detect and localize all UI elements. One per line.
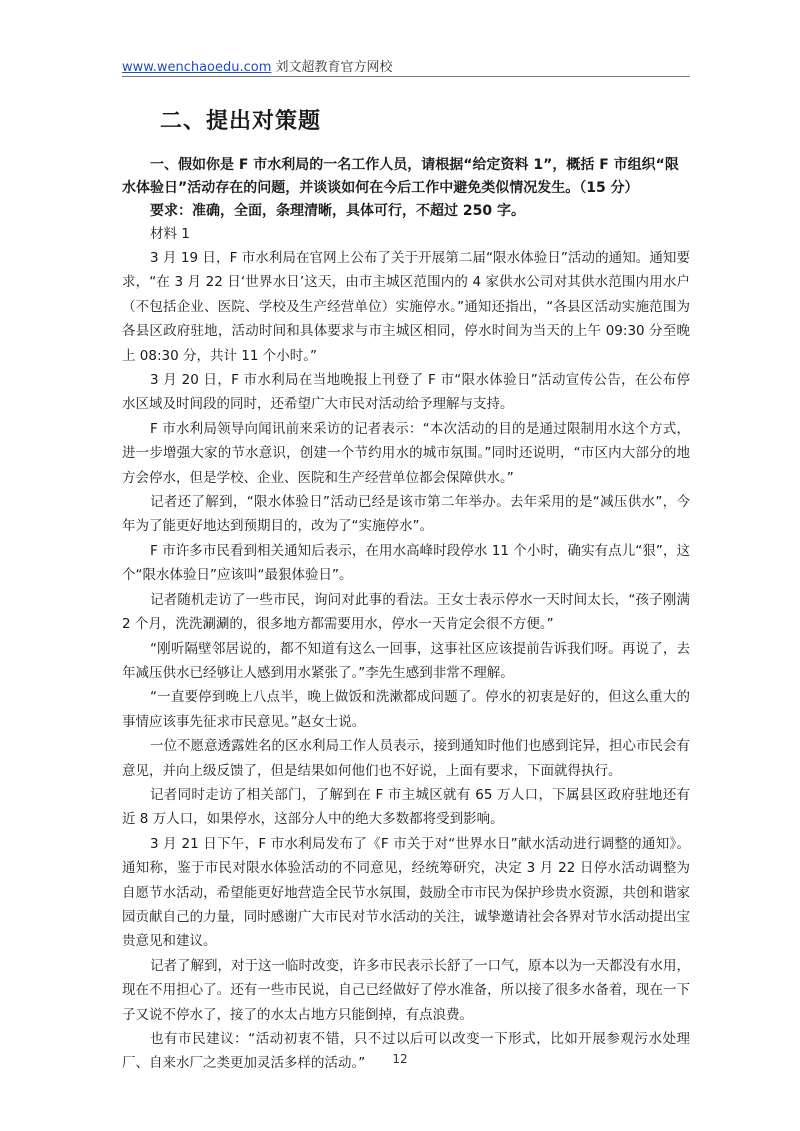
paragraph: “刚听隔壁邻居说的，都不知道有这么一回事，这事社区应该提前告诉我们呀。再说了，去年减压供水已经够让人感到用水紧张了。”李先生感到非常不理解。 — [122, 640, 690, 681]
website-link[interactable]: www.wenchaoedu.com — [122, 60, 272, 75]
school-name: 刘文超教育官方网校 — [275, 60, 393, 75]
material-label: 材料 1 — [150, 226, 190, 242]
paragraph: 也有市民建议：“活动初衷不错，只不过以后可以改变一下形式，比如开展参观污水处理厂、自来水厂之类更加灵活多样的活动。” — [122, 1031, 690, 1072]
paragraph: 记者还了解到，“限水体验日”活动已经是该市第二年举办。去年采用的是“减压供水”，今年为了能更好地达到预期目的，改为了“实施停水”。 — [122, 494, 690, 535]
paragraph: 记者同时走访了相关部门，了解到在 F 市主城区就有 65 万人口，下属县区政府驻地还有近 8 万人口，如果停水，这部分人中的绝大多数都将受到影响。 — [122, 786, 690, 828]
paragraph: 记者了解到，对于这一临时改变，许多市民表示长舒了一口气，原本以为一天都没有水用，现在不用担心了。还有一些市民说，自己已经做好了停水准备，所以接了很多水备着，现在一下子又说不停水了，接了的水太占地方只能倒掉，有点浪费。 — [122, 957, 690, 1023]
paragraph: “一直要停到晚上八点半，晚上做饭和洗漱都成问题了。停水的初衷是好的，但这么重大的事情应该事先征求市民意见。”赵女士说。 — [122, 689, 690, 730]
question-requirement: 要求：准确，全面，条理清晰，具体可行，不超过 250 字。 — [150, 203, 525, 219]
paragraph: 3 月 20 日，F 市水利局在当地晚报上刊登了 F 市“限水体验日”活动宣传公告，在公布停水区域及时间段的同时，还希望广大市民对活动给予理解与支持。 — [122, 372, 690, 413]
section-title: 二、提出对策题 — [160, 109, 322, 134]
paragraph: F 市许多市民看到相关通知后表示，在用水高峰时段停水 11 个小时，确实有点儿“狠”，这个“限水体验日”应该叫“最狠体验日”。 — [122, 542, 690, 584]
paragraph: 一位不愿意透露姓名的区水利局工作人员表示，接到通知时他们也感到诧异，担心市民会有意见，并向上级反馈了，但是结果如何他们也不好说，上面有要求，下面就得执行。 — [122, 738, 690, 779]
document-body — [122, 154, 690, 1076]
header-divider — [122, 76, 690, 77]
paragraph: F 市水利局领导向闻讯前来采访的记者表示：“本次活动的目的是通过限制用水这个方式，进一步增强大家的节水意识，创建一个节约用水的城市氛围。”同时还说明，“市区内大部分的地方会停水，但是学校、企业、医院和生产经营单位都会保障供水。” — [122, 420, 690, 486]
paragraph: 3 月 19 日，F 市水利局在官网上公布了关于开展第二届“限水体验日”活动的通知。通知要求，“在 3 月 22 日‘世界水日’这天，由市主城区范围内的 4 家供水公司对其供水范围内用水户（不包括企业、医院、学校及生产经营单位）实施停水。”通知还指出，“各县区活动实施范围为各县区政府驻地，活动时间和具体要求与市主城区相同，停水时间为当天的上午 09:30 分至晚上 08:30 分，共计 11 个小时。” — [122, 250, 690, 364]
paragraph: 3 月 21 日下午，F 市水利局发布了《F 市关于对“世界水日”献水活动进行调整的通知》。通知称，鉴于市民对限水体验活动的不同意见，经统筹研究，决定 3 月 22 日停水活动调整为自愿节水活动，希望能更好地营造全民节水氛围，鼓励全市市民为保护珍贵水资源，共创和谐家园贡献自己的力量，同时感谢广大市民对节水活动的关注，诚挚邀请社会各界对节水活动提出宝贵意见和建议。 — [122, 835, 690, 950]
paragraph: 记者随机走访了一些市民，询问对此事的看法。王女士表示停水一天时间太长，“孩子刚满 2 个月，洗洗涮涮的，很多地方都需要用水，停水一天肯定会很不方便。” — [122, 591, 690, 633]
question-title: 一、假如你是 F 市水利局的一名工作人员，请根据“给定资料 1”，概括 F 市组织“限水体验日”活动存在的问题，并谈谈如何在今后工作中避免类似情况发生。（15 分） — [122, 157, 679, 196]
page-header — [122, 56, 393, 75]
page-number: 12 — [392, 1052, 408, 1066]
